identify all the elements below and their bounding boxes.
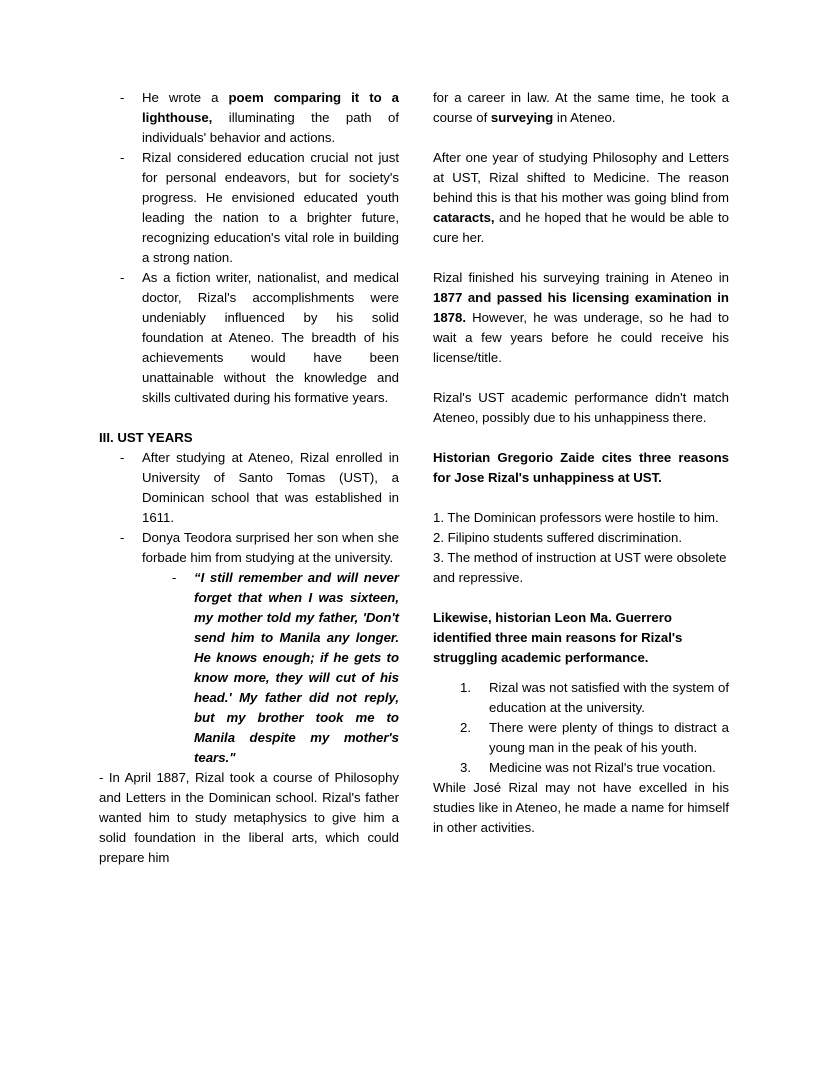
right-column	[433, 88, 729, 868]
list-item	[99, 148, 399, 268]
right-closing-paragraph: While José Rizal may not have excelled in his studies like in Ateneo, he made a name for himself in other activities.	[433, 780, 729, 835]
paragraph-career-in-law	[433, 88, 729, 128]
list-item	[99, 528, 399, 568]
body-text: As a fiction writer, nationalist, and medical doctor, Rizal's accomplishments were undeniably influenced by his solid foundation at Ateneo. The breadth of his achievements would have been unattainable without the knowledge and skills cultivated during his formative years.	[142, 270, 399, 405]
list-item-text: There were plenty of things to distract a young man in the peak of his youth.	[489, 720, 729, 755]
emphasis-text: cataracts,	[433, 210, 495, 225]
two-column-body	[0, 88, 828, 868]
body-text: However, he was underage, so he had to wait a few years before he could receive his license/title.	[433, 310, 729, 365]
zaide-reason-1: 1. The Dominican professors were hostile to him.	[433, 510, 719, 525]
dash-bullet-icon: -	[120, 530, 125, 545]
dash-bullet-icon: -	[120, 270, 125, 285]
spacer	[433, 368, 729, 388]
body-text: Rizal considered education crucial not just for personal endeavors, but for society's progress. He envisioned educated youth leading the nation to a brighter future, recognizing education's vital role in building a strong nation.	[142, 150, 399, 265]
body-text: After studying at Ateneo, Rizal enrolled in University of Santo Tomas (UST), a Dominican school that was established in 1611.	[142, 450, 399, 525]
left-column	[99, 88, 399, 868]
list-number: 1.	[460, 680, 471, 695]
blockquote-item	[99, 568, 399, 768]
list-item-text	[142, 90, 399, 145]
body-text: for a career in law. At the same time, he took a course of	[433, 90, 729, 125]
paragraph-academic-performance: Rizal's UST academic performance didn't match Ateneo, possibly due to his unhappiness there.	[433, 390, 729, 425]
list-number: 2.	[460, 720, 471, 735]
spacer	[433, 428, 729, 448]
dash-bullet-icon: -	[120, 450, 125, 465]
list-item	[99, 448, 399, 528]
list-item-text	[142, 270, 399, 405]
spacer	[99, 408, 399, 428]
body-text: illuminating the path of individuals' behavior and actions.	[142, 110, 399, 145]
body-text: After one year of studying Philosophy and Letters at UST, Rizal shifted to Medicine. The reason behind this is that his mother was going blind from	[433, 150, 729, 205]
spacer	[433, 248, 729, 268]
spacer	[433, 488, 729, 508]
body-text: in Ateneo.	[553, 110, 616, 125]
body-text: and he hoped that he would be able to cure her.	[433, 210, 729, 245]
spacer	[433, 668, 729, 678]
body-text: He wrote a	[142, 90, 229, 105]
dash-bullet-icon: -	[172, 570, 177, 585]
ust-bullet-list	[99, 448, 399, 568]
heading-zaide-three-reasons: Historian Gregorio Zaide cites three reasons for Jose Rizal's unhappiness at UST.	[433, 450, 729, 485]
list-item-text: Medicine was not Rizal's true vocation.	[489, 760, 716, 775]
list-item-text	[142, 150, 399, 265]
emphasis-text: surveying	[490, 110, 554, 125]
list-item-text: Rizal was not satisfied with the system of education at the university.	[489, 680, 729, 715]
dash-bullet-icon: -	[120, 150, 125, 165]
zaide-reason-2: 2. Filipino students suffered discrimination.	[433, 530, 682, 545]
left-closing-paragraph: - In April 1887, Rizal took a course of Philosophy and Letters in the Dominican school. Rizal's father wanted him to study metaphysics to give him a solid foundation in the liberal arts, which could prepare him	[99, 770, 399, 865]
paragraph-surveying-license	[433, 268, 729, 368]
heading-guerrero-three-reasons: Likewise, historian Leon Ma. Guerrero identified three main reasons for Rizal's struggling academic performance.	[433, 610, 683, 665]
body-text: Donya Teodora surprised her son when she forbade him from studying at the university.	[142, 530, 399, 565]
list-item-text	[142, 530, 399, 565]
left-top-bullet-list	[99, 88, 399, 408]
body-text: Rizal finished his surveying training in Ateneo in	[433, 270, 729, 285]
list-item	[433, 758, 729, 778]
dash-bullet-icon: -	[120, 90, 125, 105]
blockquote-text: “I still remember and will never forget that when I was sixteen, my mother told my father, 'Don't send him to Manila any longer. He knows enough; if he gets to know more, they will cut of his head.' My father did not reply, but my brother took me to Manila despite my mother's tears."	[194, 570, 399, 765]
emphasis-text: poem comparing it to a lighthouse,	[142, 90, 399, 125]
list-item-text	[142, 450, 399, 525]
column-gutter	[399, 88, 433, 868]
quote-bullet-list	[99, 568, 399, 768]
zaide-reason-3: 3. The method of instruction at UST were obsolete and repressive.	[433, 550, 727, 585]
spacer	[433, 588, 729, 608]
section-heading-ust-years: III. UST YEARS	[99, 430, 193, 445]
guerrero-reason-list	[433, 678, 729, 778]
list-item	[433, 718, 729, 758]
emphasis-text: 1877 and passed his licensing examination in 1878.	[433, 290, 729, 325]
spacer	[433, 128, 729, 148]
list-item	[99, 88, 399, 148]
paragraph-shift-to-medicine	[433, 148, 729, 248]
list-item	[99, 268, 399, 408]
list-item	[433, 678, 729, 718]
list-number: 3.	[460, 760, 471, 775]
